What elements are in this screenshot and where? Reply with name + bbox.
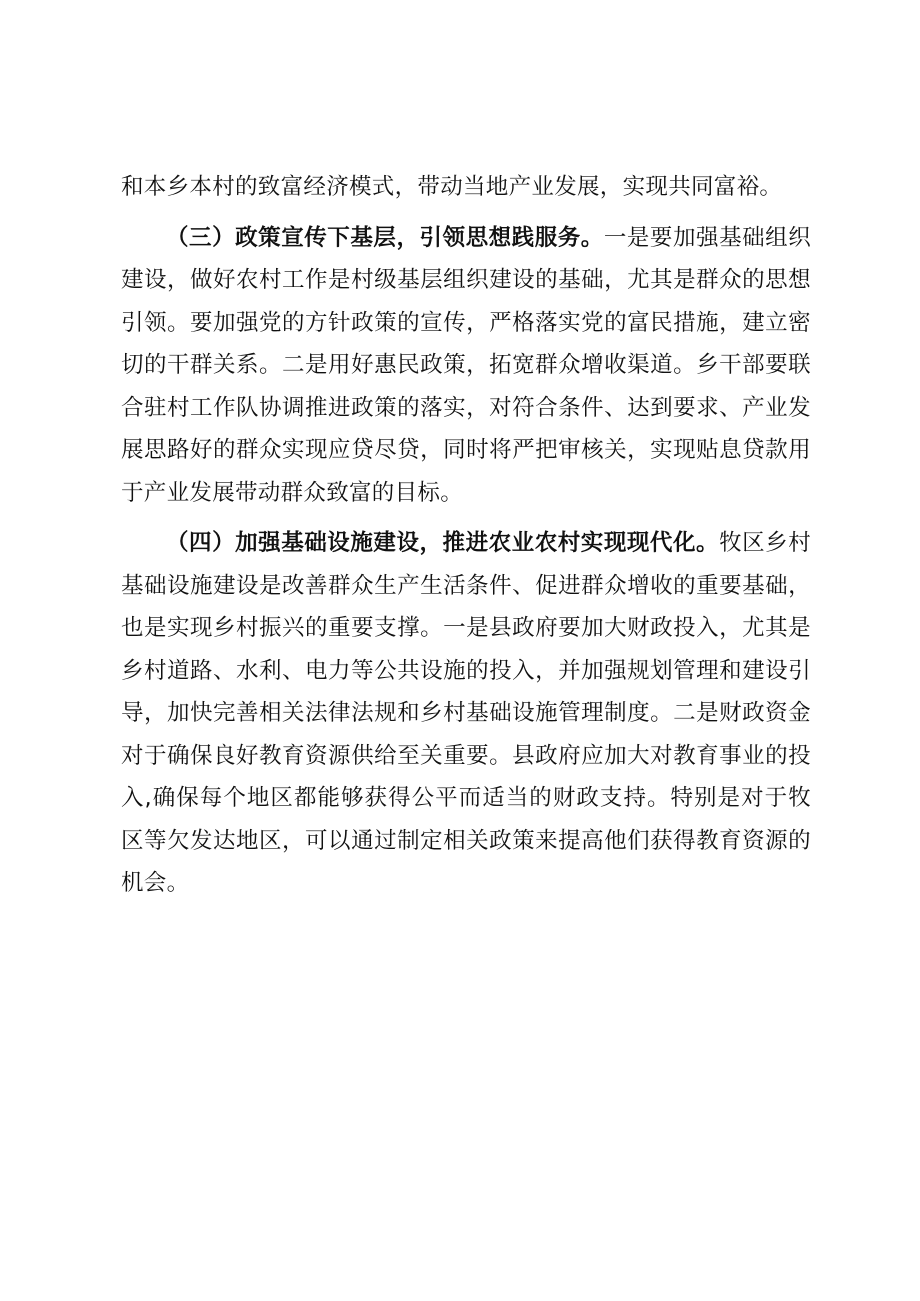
document-body [121, 166, 811, 913]
paragraph-text: 牧区乡村基础设施建设是改善群众生产生活条件、促进群众增收的重要基础，也是实现乡村振兴的重要支撑。一是县政府要加大财政投入，尤其是乡村道路、水利、电力等公共设施的投入，并加强规划管理和建设引导，加快完善相关法律法规和乡村基础设施管理制度。二是财政资金对于确保良好教育资源供给至关重要。县政府应加大对教育事业的投入,确保每个地区都能够获得公平而适当的财政支持。特别是对于牧区等欠发达地区，可以通过制定相关政策来提高他们获得教育资源的机会。 [121, 530, 811, 896]
paragraph-text: 一是要加强基础组织建设，做好农村工作是村级基层组织建设的基础，尤其是群众的思想引领。要加强党的方针政策的宣传，严格落实党的富民措施，建立密切的干群关系。二是用好惠民政策，拓宽群众增收渠道。乡干部要联合驻村工作队协调推进政策的落实，对符合条件、达到要求、产业发展思路好的群众实现应贷尽贷，同时将严把审核关，实现贴息贷款用于产业发展带动群众致富的目标。 [121, 224, 811, 506]
section-heading: （四）加强基础设施建设，推进农业农村实现现代化。 [166, 530, 720, 556]
paragraph-section-three [121, 217, 811, 515]
paragraph-section-four [121, 522, 811, 905]
paragraph-text: 和本乡本村的致富经济模式，带动当地产业发展，实现共同富裕。 [121, 174, 783, 200]
section-heading: （三）政策宣传下基层，引领思想践服务。 [166, 224, 604, 251]
paragraph-continuation [121, 166, 811, 209]
